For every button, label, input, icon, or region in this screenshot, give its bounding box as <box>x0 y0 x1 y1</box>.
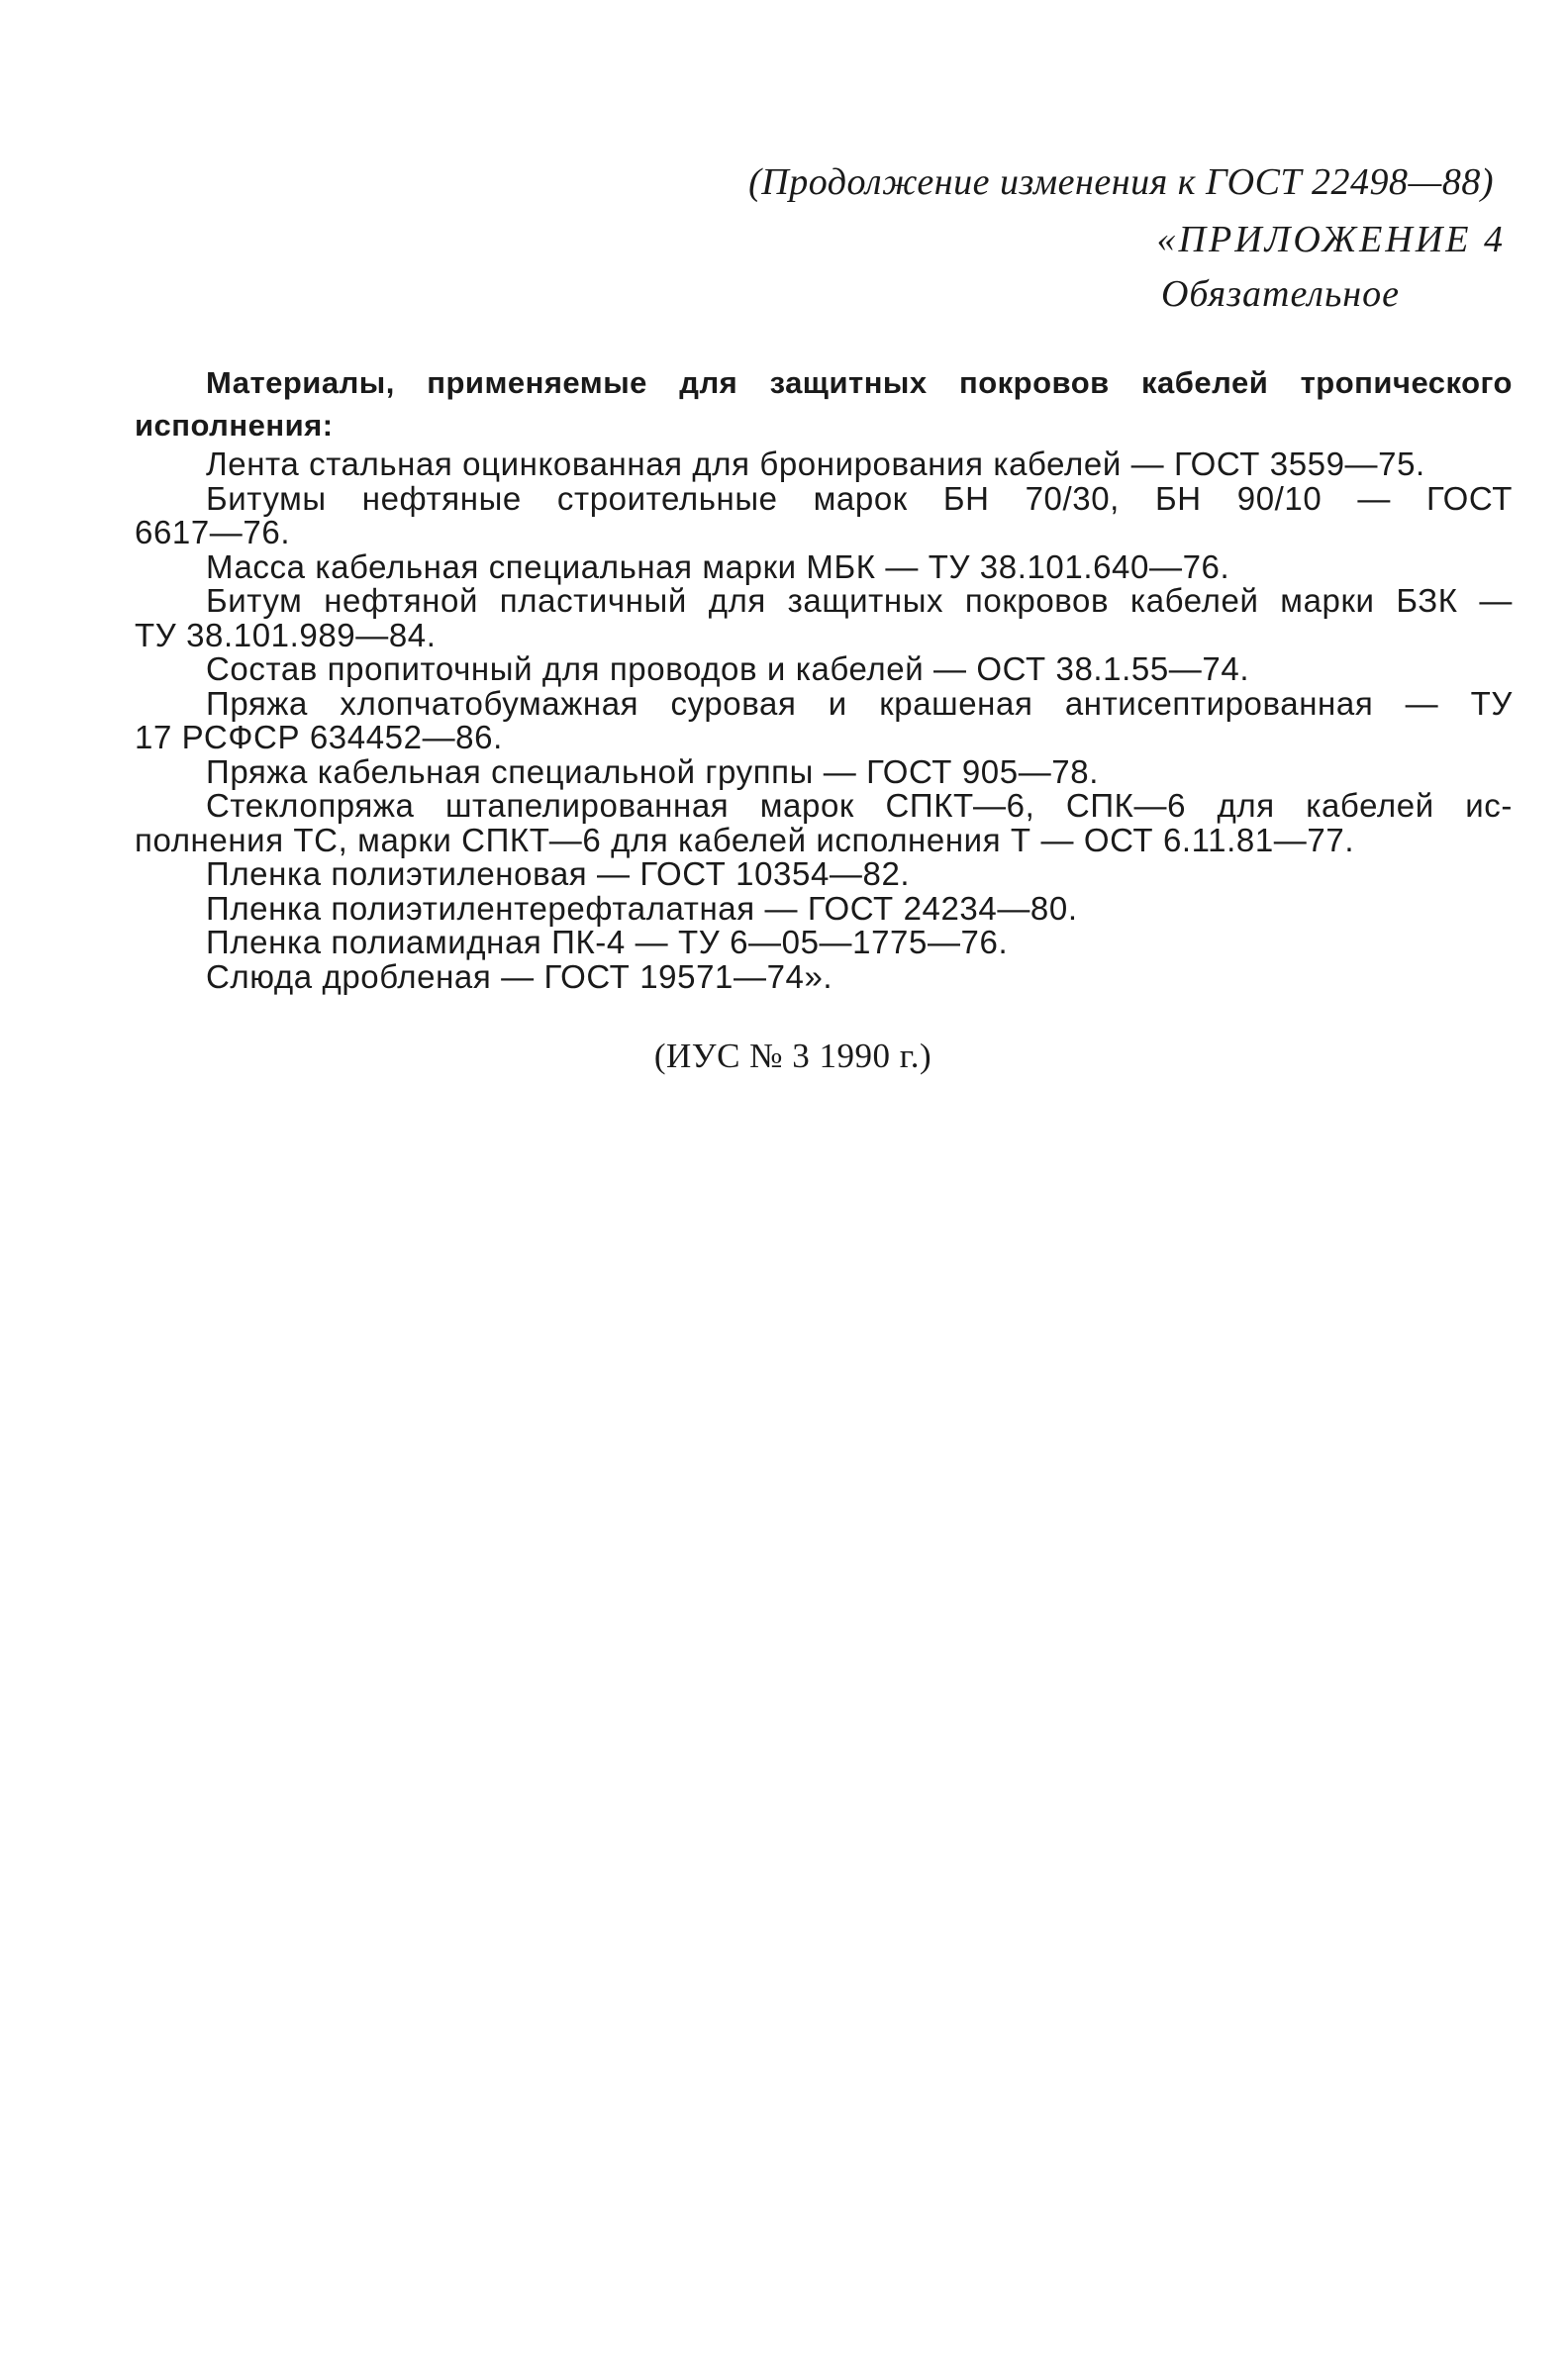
list-item-continuation: полнения ТС, марки СПКТ—6 для кабелей исполнения Т — ОСТ 6.11.81—77. <box>135 821 1355 858</box>
list-item-line: Пленка полиэтиленовая — ГОСТ 10354—82. <box>206 855 911 892</box>
list-item-line: Пленка полиэтилентерефталатная — ГОСТ 24234—80. <box>206 889 1078 927</box>
list-item-continuation: ТУ 38.101.989—84. <box>135 616 437 653</box>
list-item <box>135 547 1513 585</box>
list-item <box>135 789 1513 857</box>
appendix-status: Обязательное <box>1160 273 1400 315</box>
list-item <box>135 584 1513 652</box>
materials-list <box>135 447 1513 994</box>
list-item <box>135 684 1513 755</box>
source-note-text: (ИУС № 3 1990 г.) <box>653 1037 932 1075</box>
list-item <box>135 447 1513 482</box>
list-item <box>135 752 1513 790</box>
list-item <box>135 652 1513 687</box>
intro-line-1: Материалы, применяемые для защитных покровов кабелей тропического <box>206 365 1513 400</box>
list-item-line: Битум нефтяной пластичный для защитных покровов кабелей марки БЗК — <box>206 582 1513 619</box>
list-item <box>135 857 1513 892</box>
list-item-continuation: 6617—76. <box>135 514 291 550</box>
continuation-header: (Продолжение изменения к ГОСТ 22498—88) <box>748 161 1494 203</box>
list-item-line: Пряжа хлопчатобумажная суровая и крашеная антисептированная — ТУ <box>206 684 1513 722</box>
list-item-continuation: 17 РСФСР 634452—86. <box>135 719 503 755</box>
list-item <box>135 957 1513 995</box>
list-item <box>135 889 1513 927</box>
list-item <box>135 479 1513 550</box>
appendix-title: «ПРИЛОЖЕНИЕ 4 <box>1156 219 1506 260</box>
source-note <box>0 1039 1568 1073</box>
intro-line-2: исполнения: <box>135 408 334 443</box>
list-item-line: Битумы нефтяные строительные марок БН 70/30, БН 90/10 — ГОСТ <box>206 479 1513 517</box>
list-item-line: Пряжа кабельная специальной группы — ГОСТ 905—78. <box>206 752 1099 790</box>
list-item-line: Слюда дробленая — ГОСТ 19571—74». <box>206 957 833 995</box>
list-item-line: Масса кабельная специальная марки МБК — ТУ 38.101.640—76. <box>206 547 1230 585</box>
list-item-line: Пленка полиамидная ПК-4 — ТУ 6—05—1775—76. <box>206 924 1009 960</box>
list-item-line: Лента стальная оцинкованная для бронирования кабелей — ГОСТ 3559—75. <box>206 445 1425 482</box>
list-item-line: Состав пропиточный для проводов и кабелей — ОСТ 38.1.55—74. <box>206 650 1250 687</box>
intro-paragraph <box>135 361 1513 446</box>
list-item-line: Стеклопряжа штапелированная марок СПКТ—6, СПК—6 для кабелей ис- <box>206 787 1513 824</box>
list-item <box>135 926 1513 960</box>
